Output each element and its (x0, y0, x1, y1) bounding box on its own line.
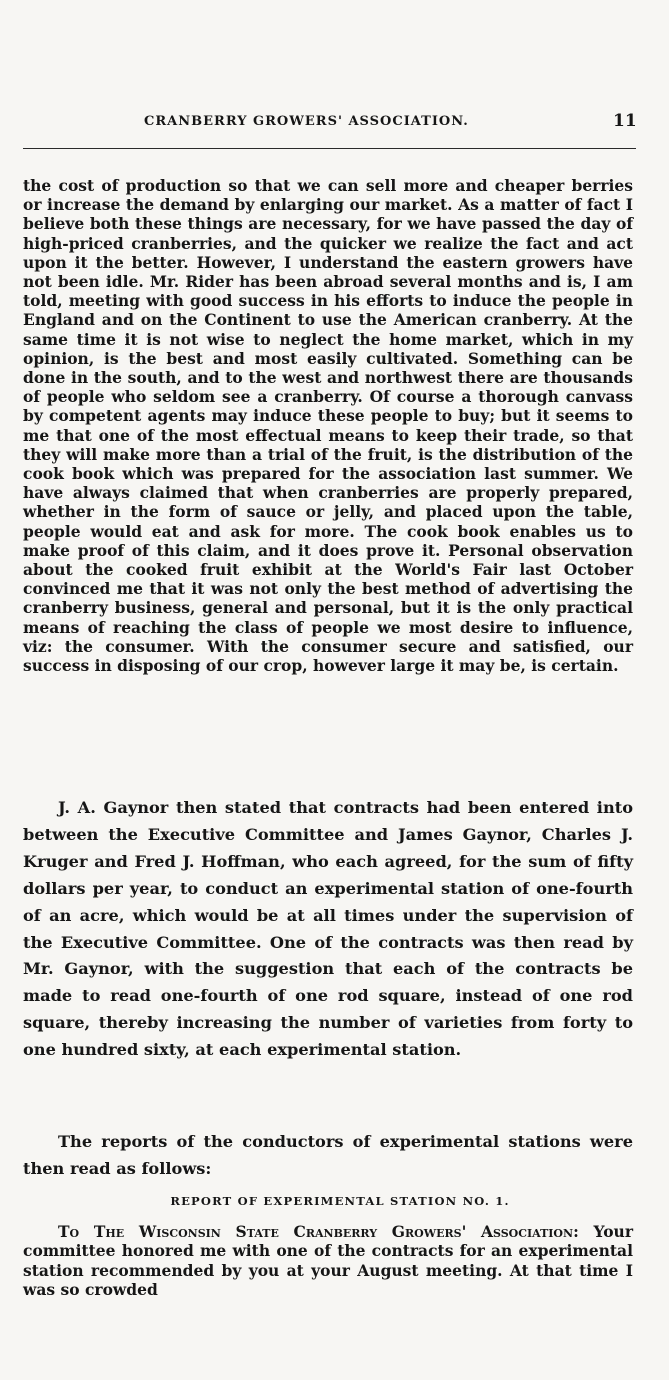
letter-paragraph (23, 1222, 633, 1300)
letter-text: Your committee honored me with one of the contracts for an experimental station recommended by you at your August meeting. At that time I was so crowded (23, 1222, 633, 1300)
page-number: 11 (613, 111, 637, 131)
letter-salutation: To The Wisconsin State Cranberry Growers' Association: (58, 1222, 579, 1241)
paragraph-reports-intro: The reports of the conductors of experimental stations were then read as follows: (23, 1132, 633, 1178)
running-head: CRANBERRY GROWERS' ASSOCIATION. (144, 114, 469, 129)
paragraph-gaynor-contracts: J. A. Gaynor then stated that contracts had been entered into between the Executive Committee and James Gaynor, Charles J. Kruger and Fred J. Hoffman, who each agreed, for the sum of fifty dollars per year, to conduct an experimental station of one-fourth of an acre, which would be at all times under the supervision of the Executive Committee. One of the contracts was then read by Mr. Gaynor, with the suggestion that each of the contracts be made to read one-fourth of one rod square, instead of one rod square, thereby increasing the number of varieties from forty to one hundred sixty, at each experimental station. (23, 798, 633, 1060)
header-rule (23, 148, 636, 149)
paragraph-cost-of-production: the cost of production so that we can sell more and cheaper berries or increase the demand by enlarging our market. As a matter of fact I believe both these things are necessary, for we have passed the day of high-priced cranberries, and the quicker we realize the fact and act upon it the better. However, I understand the eastern growers have not been idle. Mr. Rider has been abroad several months and is, I am told, meeting with good success in his efforts to induce the people in England and on the Continent to use the American cranberry. At the same time it is not wise to neglect the home market, which in my opinion, is the best and most easily cultivated. Something can be done in the south, and to the west and northwest there are thousands of people who seldom see a cranberry. Of course a thorough canvass by competent agents may induce these people to buy; but it seems to me that one of the most effectual means to keep their trade, so that they will make more than a trial of the fruit, is the distribution of the cook book which was prepared for the association last summer. We have always claimed that when cranberries are properly prepared, whether in the form of sauce or jelly, and placed upon the table, people would eat and ask for more. The cook book enables us to make proof of this claim, and it does prove it. Personal observation about the cooked fruit exhibit at the World's Fair last October convinced me that it was not only the best method of advertising the cranberry business, general and personal, but it is the only practical means of reaching the class of people we most desire to influence, viz: the consumer. With the consumer secure and satisfied, our success in disposing of our crop, however large it may be, is certain. (23, 176, 633, 676)
report-heading: REPORT OF EXPERIMENTAL STATION NO. 1. (170, 1194, 510, 1208)
